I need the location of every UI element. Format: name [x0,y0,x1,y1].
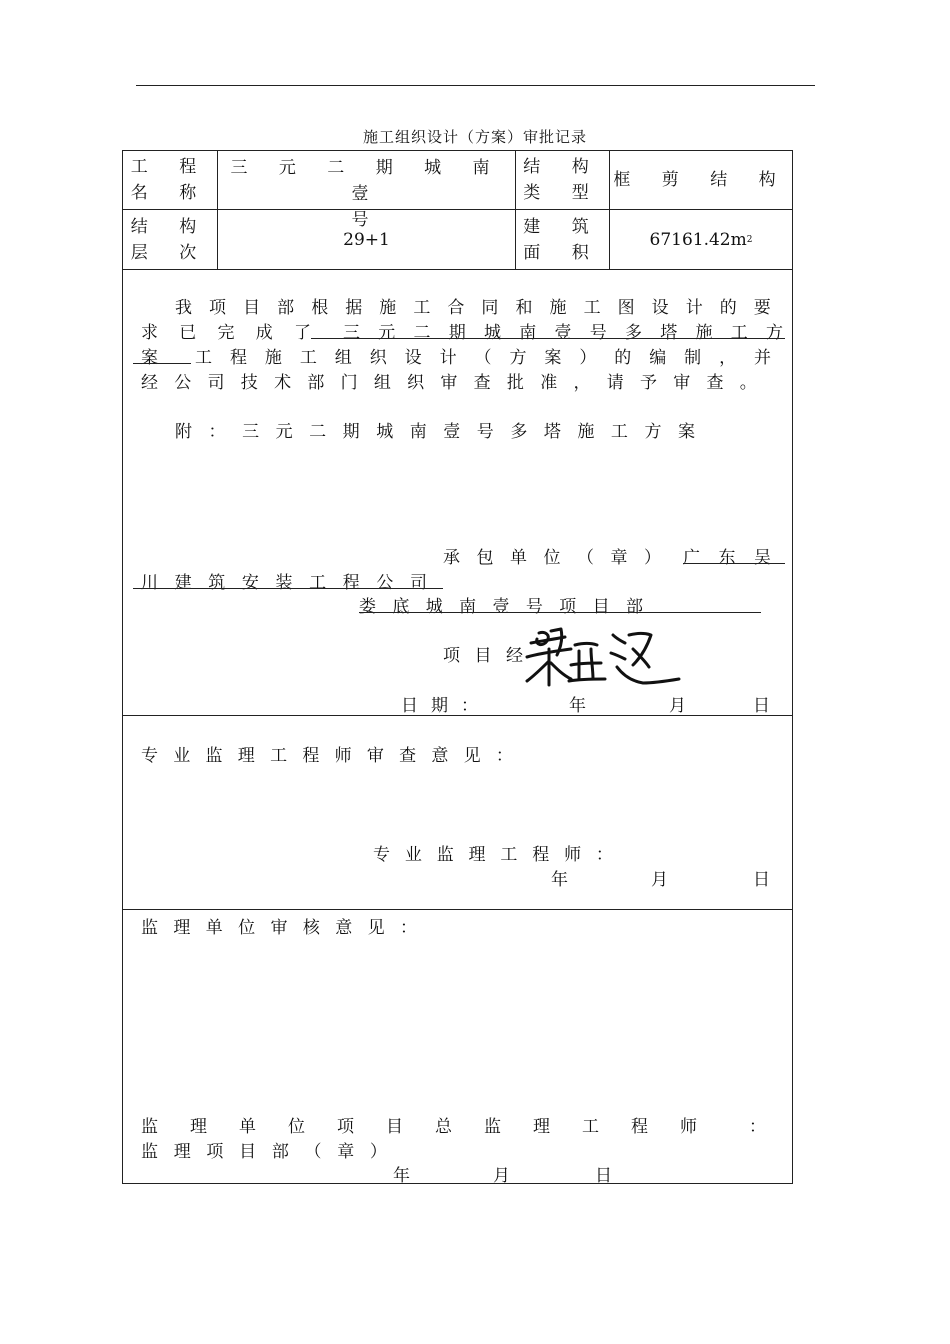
char: ： [495,746,513,766]
char: 理 [237,746,255,766]
char: 意 [431,746,449,766]
char: 位 [238,918,256,938]
char: 附 [175,422,192,442]
char: 南 [409,422,427,442]
char: 工 [582,1117,599,1137]
char: 广 [683,548,700,568]
char: ） [369,1142,387,1162]
char: 设 [404,348,422,368]
audit-dept-label [141,1137,387,1162]
audit-chief-label [141,1112,697,1137]
char: 要 [753,298,771,318]
char: 施 [264,348,282,368]
fill-underline [683,563,785,564]
char: 城 [425,597,443,617]
char: 根 [311,298,329,318]
char: （ [474,348,492,368]
body-line-2-fill [343,318,783,343]
char: 查 [399,746,417,766]
char: 方 [766,323,783,343]
char: 安 [241,573,259,593]
char: 见 [463,746,481,766]
char: 查 [473,373,491,393]
audit-chief-colon: ： [749,1117,766,1137]
char: 位 [543,548,561,568]
char: 单 [205,918,223,938]
char: 目 [592,597,610,617]
char: 组 [334,348,352,368]
char: 成 [255,323,273,343]
fill-underline [133,588,443,589]
char: 方 [644,422,662,442]
char: 核 [302,918,320,938]
char: 准 [540,373,558,393]
char: 批 [506,373,524,393]
char: 门 [340,373,358,393]
char: （ [304,1142,322,1162]
char: 壹 [492,597,510,617]
char: 目 [239,1142,257,1162]
building-area-label: 建 筑 面 积 [523,216,602,263]
char: 师 [564,845,582,865]
char: 位 [288,1117,305,1137]
char: 工 [299,348,317,368]
char: 目 [474,646,492,666]
char: 同 [481,298,499,318]
char: 施 [549,298,567,318]
char: 目 [243,298,261,318]
char: 东 [718,548,736,568]
char: 号 [476,422,494,442]
building-area-value: 67161.42m 2 [649,229,753,250]
char: 工 [309,573,327,593]
contractor-name-3 [359,592,643,617]
char: 三 [242,422,260,442]
char: 程 [631,1117,648,1137]
char: 业 [173,746,191,766]
char: ， [719,348,737,368]
char: ， [573,373,591,393]
structure-levels-label: 结 构 层 次 [130,216,210,263]
char: 监 [141,1142,158,1162]
body-line-4 [141,368,757,393]
char: 部 [271,1142,289,1162]
char: 据 [345,298,363,318]
char: ） [644,548,661,568]
char: 监 [141,1117,158,1137]
char: 监 [436,845,454,865]
char: 已 [179,323,197,343]
structure-levels-value: 29+1 [343,229,390,250]
header-rule [136,85,815,86]
char: 见 [367,918,385,938]
char: 组 [373,373,391,393]
char: 的 [719,298,737,318]
char: 部 [307,373,325,393]
char: 监 [141,918,158,938]
char: 三 [343,323,360,343]
review-month: 月 [651,870,668,890]
char: 师 [680,1117,697,1137]
char: 工 [610,422,628,442]
char: 二 [413,323,431,343]
char: 查 [706,373,724,393]
char: ） [579,348,597,368]
char: 娄 [359,597,376,617]
char: 塔 [543,422,561,442]
char: 的 [614,348,632,368]
char: 筑 [208,573,226,593]
char: 工 [270,746,288,766]
char: 目 [386,1117,403,1137]
approval-table [122,150,793,1184]
char: 项 [206,1142,224,1162]
char: 期 [448,323,466,343]
review-year: 年 [551,870,568,890]
char: 业 [404,845,422,865]
handwritten-signature [521,625,681,689]
char: 城 [376,422,394,442]
char: 工 [500,845,518,865]
char: 经 [506,646,523,666]
char: 总 [435,1117,452,1137]
char: 经 [141,373,158,393]
char: 程 [342,573,360,593]
project-name-label: 工 程 名 称 [130,157,210,203]
char: 章 [337,1142,355,1162]
char: 监 [484,1117,501,1137]
char: 部 [277,298,295,318]
char: 号 [525,597,543,617]
document-title: 施工组织设计（方案）审批记录 [362,128,587,146]
char: 了 [294,323,311,343]
char: 理 [173,1142,191,1162]
char: 多 [510,422,528,442]
char: ： [400,918,417,938]
contractor-label [443,543,661,568]
fill-underline [133,363,191,364]
char: 图 [617,298,635,318]
char: 单 [510,548,527,568]
char: 工 [583,298,601,318]
char: 司 [410,573,427,593]
char: 南 [459,597,477,617]
char: 壹 [554,323,572,343]
fill-underline [311,338,785,339]
char: 程 [229,348,247,368]
review-engineer-label [373,840,613,865]
char: 多 [625,323,642,343]
char: （ [577,548,594,568]
body-line-3-rest [195,343,771,368]
char: 织 [407,373,425,393]
char: 城 [484,323,501,343]
char: 意 [335,918,353,938]
char: 理 [190,1117,207,1137]
date-month: 月 [669,696,686,716]
contractor-name-1 [683,543,771,568]
char: 计 [439,348,457,368]
char: 项 [337,1117,354,1137]
char: 司 [207,373,225,393]
attachment-line [175,417,695,442]
char: 单 [239,1117,256,1137]
char: 方 [509,348,527,368]
body-line-1 [175,293,771,318]
char: 期 [342,422,360,442]
char: 工 [730,323,748,343]
char: 程 [532,845,550,865]
char: 承 [443,548,460,568]
audit-opinion-label [141,913,417,938]
char: 项 [443,646,460,666]
date-label: 日期： [401,696,491,716]
date-year: 年 [569,696,586,716]
char: 理 [533,1117,550,1137]
char: 审 [270,918,288,938]
structure-type-value: 框 剪 结 构 [613,170,789,190]
date-day: 日 [753,696,770,716]
char: 专 [141,746,158,766]
char: 川 [141,573,158,593]
fill-underline [359,612,761,613]
char: 案 [677,422,695,442]
body-line-2-prefix [141,318,311,343]
char: 制 [684,348,702,368]
char: 公 [376,573,394,593]
char: 专 [373,845,390,865]
char: 项 [559,597,577,617]
char: 部 [626,597,643,617]
char: 包 [476,548,494,568]
manager-label [443,641,523,666]
char: 。 [739,373,757,393]
char: 予 [639,373,657,393]
char: 吴 [754,548,771,568]
char: 施 [577,422,595,442]
char: 求 [141,323,158,343]
char: 施 [695,323,713,343]
char: 完 [217,323,235,343]
contractor-name-2 [141,568,427,593]
char: 壹 [443,422,461,442]
char: 编 [649,348,667,368]
char: 理 [173,918,191,938]
char: 元 [275,422,293,442]
char: 工 [413,298,431,318]
row-divider [123,909,792,910]
char: 合 [447,298,465,318]
row-divider [123,269,792,270]
char: 并 [754,348,771,368]
review-opinion-label [141,741,513,766]
char: 项 [209,298,227,318]
char: 我 [175,298,192,318]
char: 工 [195,348,212,368]
char: 施 [379,298,397,318]
char: 和 [515,298,533,318]
char: 审 [673,373,691,393]
char: 章 [610,548,628,568]
char: 织 [369,348,387,368]
char: 计 [685,298,703,318]
char: 建 [174,573,192,593]
char: 审 [440,373,458,393]
char: 监 [205,746,223,766]
audit-month: 月 [493,1166,510,1186]
char: 南 [519,323,537,343]
char: 案 [544,348,562,368]
char: 术 [274,373,292,393]
audit-year: 年 [393,1166,410,1186]
char: 技 [240,373,258,393]
char: 请 [606,373,624,393]
char: 公 [174,373,192,393]
char: 二 [309,422,327,442]
char: 底 [392,597,410,617]
body-line-3-fill: 案 [141,348,158,368]
char: 程 [302,746,320,766]
char: ： [208,422,226,442]
project-name-value: 三 元 二 期 城 南 壹 号 [230,158,503,230]
char: 号 [589,323,607,343]
review-day: 日 [753,870,770,890]
char: 理 [468,845,486,865]
char: 装 [275,573,293,593]
char: 审 [366,746,384,766]
char: 元 [378,323,396,343]
char: 师 [334,746,352,766]
char: 塔 [660,323,678,343]
char: 设 [651,298,669,318]
char: ： [595,845,613,865]
structure-type-label: 结 构 类 型 [523,157,602,203]
audit-day: 日 [595,1166,612,1186]
